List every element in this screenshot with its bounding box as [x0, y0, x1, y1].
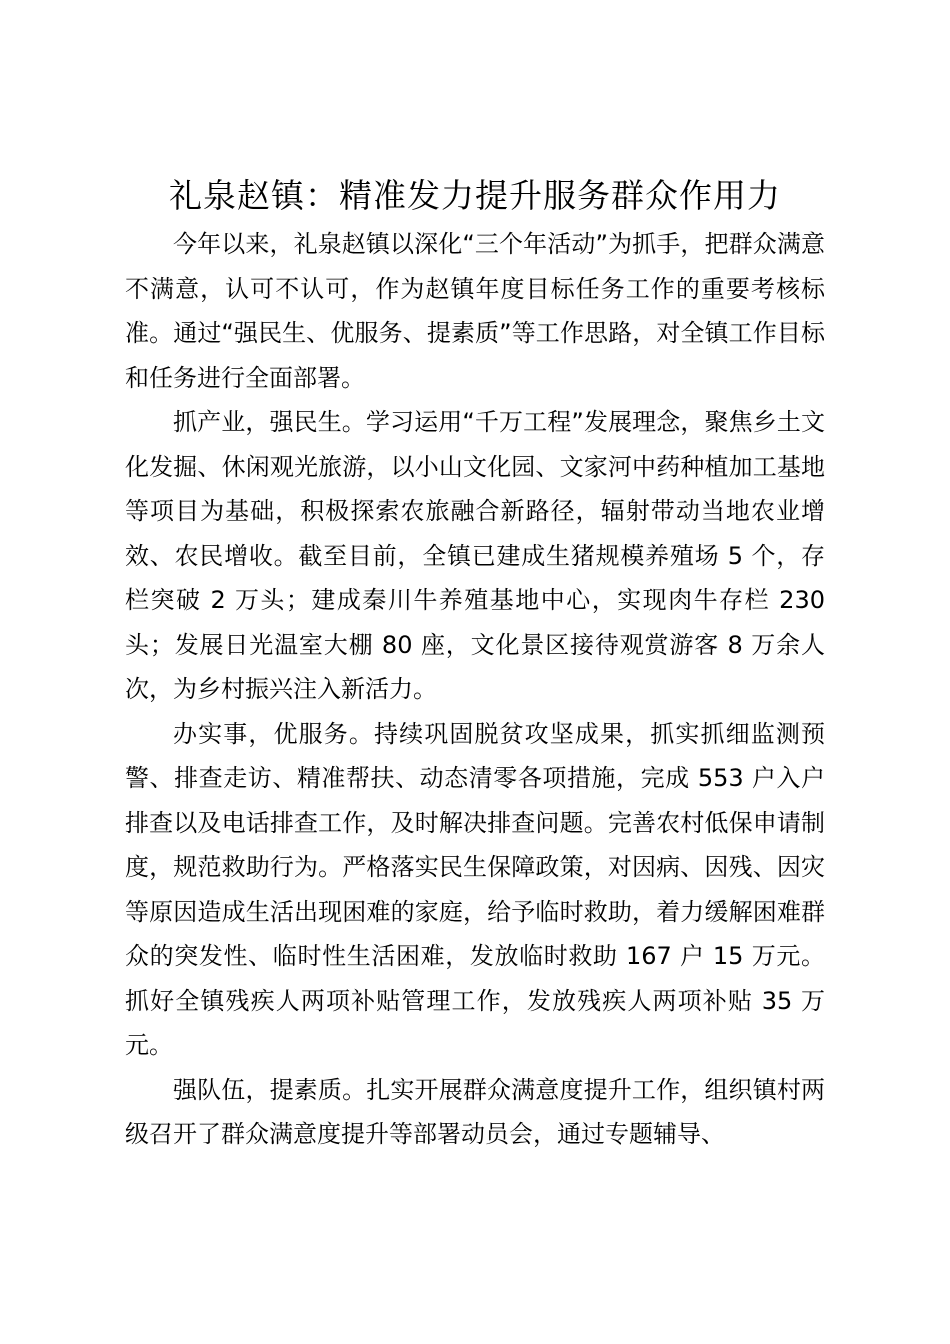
- paragraph-industry: 抓产业，强民生。学习运用“千万工程”发展理念，聚焦乡土文化发掘、休闲观光旅游，以小山文化园、文家河中药种植加工基地等项目为基础，积极探索农旅融合新路径，辐射带动当地农业增效、农民增收。截至目前，全镇已建成生猪规模养殖场 5 个，存栏突破 2 万头；建成秦川牛养殖基地中心，实现肉牛存栏 230 头；发展日光温室大棚 80 座，文化景区接待观赏游客 8 万余人次，为乡村振兴注入新活力。: [125, 408, 825, 703]
- document-title: 礼泉赵镇：精准发力提升服务群众作用力: [169, 176, 781, 215]
- paragraph-intro: 今年以来，礼泉赵镇以深化“三个年活动”为抓手，把群众满意不满意，认可不认可，作为赵镇年度目标任务工作的重要考核标准。通过“强民生、优服务、提素质”等工作思路，对全镇工作目标和任务进行全面部署。: [125, 230, 825, 392]
- paragraph-service: 办实事，优服务。持续巩固脱贫攻坚成果，抓实抓细监测预警、排查走访、精准帮扶、动态清零各项措施，完成 553 户入户排查以及电话排查工作，及时解决排查问题。完善农村低保申请制度，规范救助行为。严格落实民生保障政策，对因病、因残、因灾等原因造成生活出现困难的家庭，给予临时救助，着力缓解困难群众的突发性、临时性生活困难，发放临时救助 167 户 15 万元。抓好全镇残疾人两项补贴管理工作，发放残疾人两项补贴 35 万元。: [125, 719, 825, 1059]
- document-body: [125, 222, 825, 1157]
- paragraph-team: 强队伍，提素质。扎实开展群众满意度提升工作，组织镇村两级召开了群众满意度提升等部署动员会，通过专题辅导、: [125, 1075, 825, 1148]
